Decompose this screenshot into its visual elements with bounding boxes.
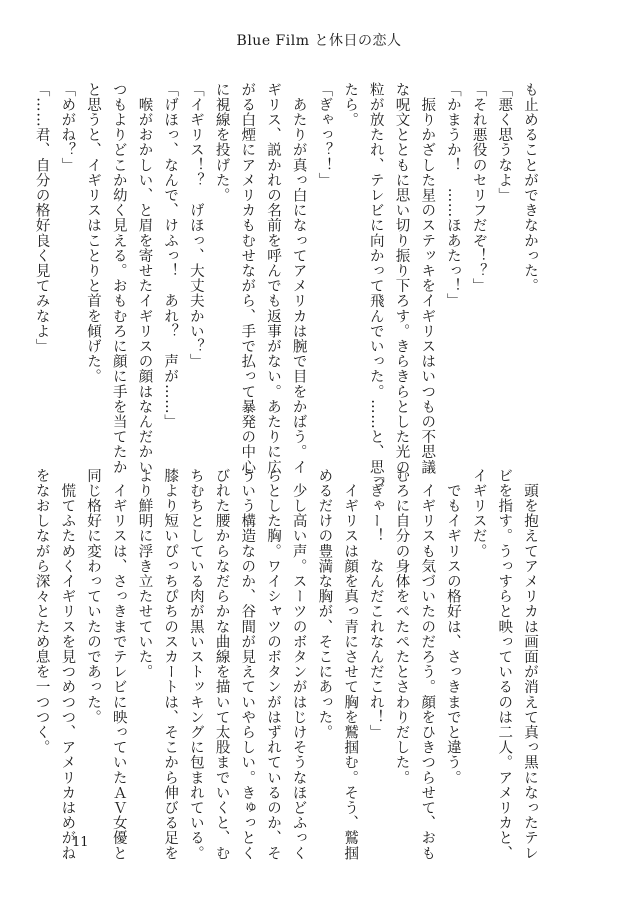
text-line: も止めることができなかった。 bbox=[522, 82, 538, 294]
page-number: 11 bbox=[72, 835, 89, 850]
text-line: びれた腰からなだらかな曲線を描いて太股までいくと、む bbox=[213, 468, 230, 861]
text-line: 「めがね？」 bbox=[59, 82, 76, 173]
text-line: めるだけの豊満な胸が、そこにあった。 bbox=[316, 468, 333, 740]
text-line: イギリスだ。 bbox=[470, 468, 487, 559]
text-line: イギリスは、さっきまでテレビに映っていたＡＶ女優と bbox=[110, 468, 127, 861]
text-line: 粒が放たれ、テレビに向かって飛んでいった。……と、思っ bbox=[367, 82, 384, 490]
text-line: あたりが真っ白になってアメリカは腕で目をかばう。イ bbox=[290, 82, 307, 475]
text-line: 同じ格好に変わっていたのであった。 bbox=[85, 468, 102, 725]
running-head-title: Blue Film と休日の恋人 bbox=[236, 33, 402, 49]
text-line: 頭を抱えてアメリカは画面が消えて真っ黒になったテレ bbox=[522, 468, 538, 861]
text-line: つもよりどこか幼く見える。おもむろに顔に手を当てたか bbox=[110, 82, 127, 475]
text-line: ビを指す。うっすらと映っているのは二人。アメリカと、 bbox=[496, 468, 513, 861]
text-line: ういう構造なのか、谷間が見えていやらしい。きゅっとく bbox=[239, 468, 256, 861]
text-line: に視線を投げた。 bbox=[213, 82, 230, 203]
text-line: ちむちとしている肉が黒いストッキングに包まれている。 bbox=[187, 468, 204, 861]
text-line: ギリス、説かれの名前を呼んでも返事がない。あたりに広 bbox=[264, 82, 281, 475]
text-line: 振りかざした星のステッキをイギリスはいつもの不思議 bbox=[419, 82, 436, 475]
text-line: 「ぎゃー！ なんだこれなんだこれ！」 bbox=[367, 468, 384, 740]
text-line: 慌てふためくイギリスを見つめつつ、アメリカはめがね bbox=[59, 468, 76, 861]
text-line: 「それ悪役のセリフだぞ！？」 bbox=[470, 82, 487, 294]
text-line: と思うと、イギリスはことりと首を傾げた。 bbox=[85, 82, 102, 384]
text-line: イギリスも気づいたのだろう。顔をひきつらせて、おも bbox=[419, 468, 436, 861]
text-line: でもイギリスの格好は、さっきまでと違う。 bbox=[444, 468, 461, 786]
text-line: 膝より短いぴっちぴちのスカートは、そこから伸びる足を bbox=[162, 468, 179, 861]
text-line: 「かまうか！ ……ほあたっ！」 bbox=[444, 82, 461, 309]
text-line: な呪文とともに思い切り振り下ろす。きらきらとした光の bbox=[393, 82, 410, 475]
text-line: より鮮明に浮き立たせていた。 bbox=[136, 468, 153, 680]
text-line: むろに自分の身体をぺたぺたとさわりだした。 bbox=[393, 468, 410, 786]
text-line: イギリスは顔を真っ青にさせて胸を鷲掴む。そう、鷲掴 bbox=[342, 468, 359, 861]
text-line: 「げほっ、なんで、けふっ！ あれ？ 声が……」 bbox=[162, 82, 179, 430]
text-line: 喉がおかしい、と眉を寄せたイギリスの顔はなんだかい bbox=[136, 82, 153, 475]
text-line: がる白煙にアメリカもむせながら、手で払って暴発の中心 bbox=[239, 82, 256, 475]
text-line: らとした胸。ワイシャツのボタンがはずれているのか、そ bbox=[264, 468, 281, 861]
text-line: たら。 bbox=[342, 82, 359, 128]
upper-text-block bbox=[33, 82, 542, 490]
text-line: 「……君、自分の格好良く見てみなよ」 bbox=[33, 82, 50, 354]
text-line: 「イギリス！？ げほっ、大丈夫かい？」 bbox=[187, 82, 204, 369]
text-line: 「ぎゃっ？！」 bbox=[316, 82, 333, 188]
text-line: をなおしながら深々とため息を一つつく。 bbox=[33, 468, 50, 755]
text-line: 少し高い声。スーツのボタンがはじけそうなほどふっく bbox=[290, 468, 307, 861]
text-line: 「悪く思うなよ」 bbox=[496, 82, 513, 203]
